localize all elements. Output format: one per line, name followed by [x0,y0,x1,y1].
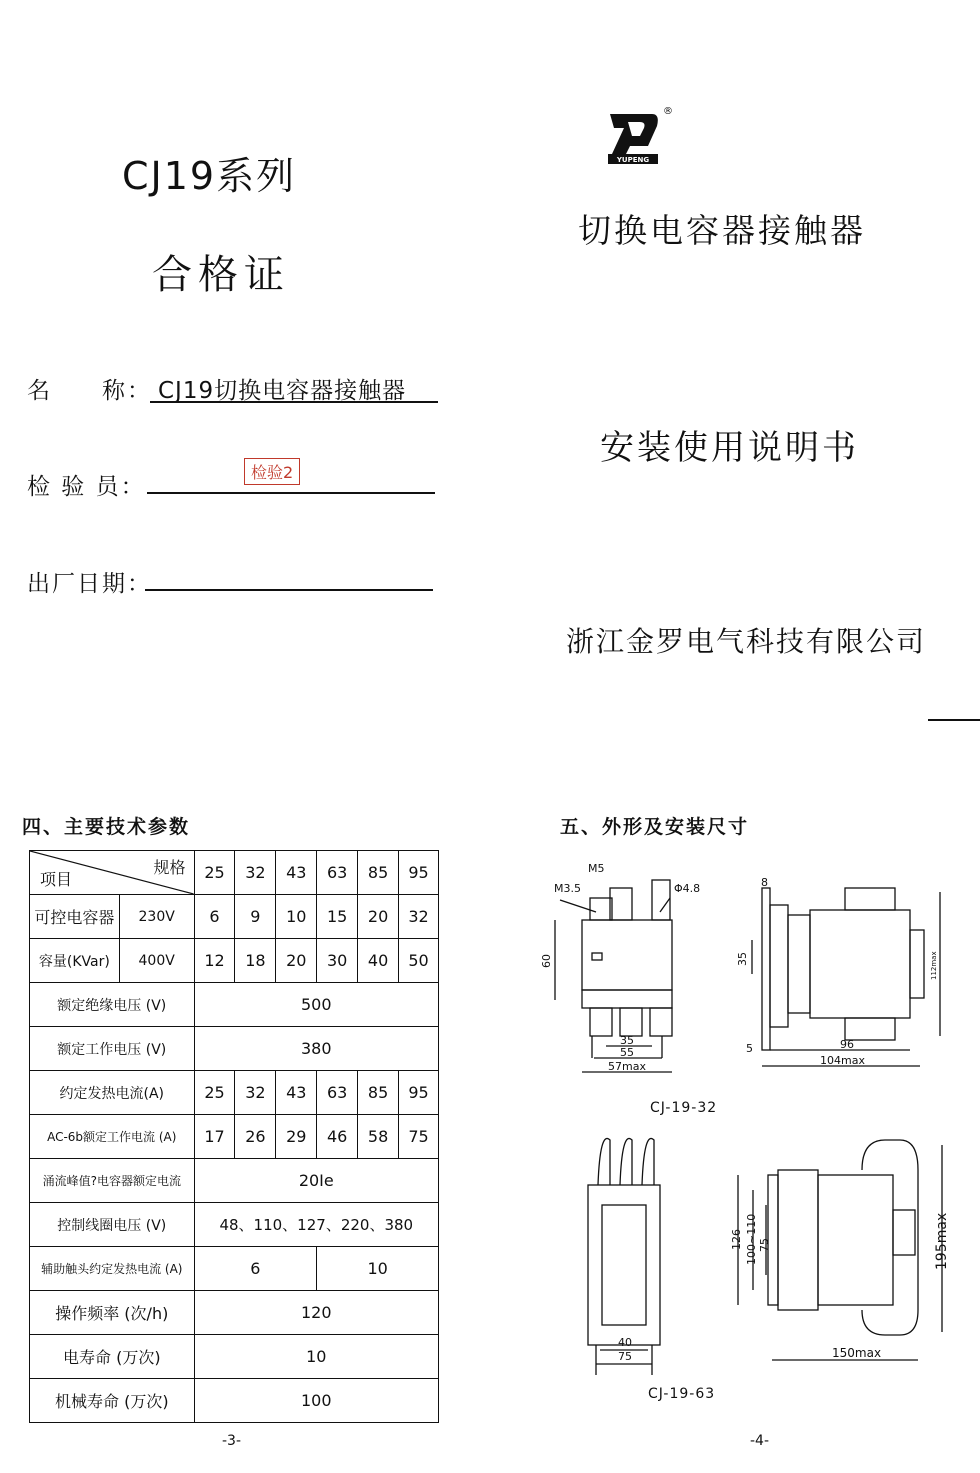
model-cell: 63 [317,851,358,895]
value-cell: 120 [194,1291,438,1335]
label-w104: 104max [820,1054,865,1067]
value-cell: 20 [276,939,317,983]
label-t8: 8 [761,876,768,889]
company-name: 浙江金罗电气科技有限公司 [566,625,927,658]
value-cell: 500 [194,983,438,1027]
value-cell: 25 [194,1071,235,1115]
model-cell: 43 [276,851,317,895]
registered-mark: ® [663,106,673,117]
value-cell: 20 [358,895,399,939]
value-cell: 32 [399,895,439,939]
label-h35: 35 [736,952,749,966]
row-label: 涌流峰值?电容器额定电流 [30,1159,195,1203]
model-cell: 32 [235,851,276,895]
label-m5: M5 [588,862,605,875]
label-h100: 100~110 [745,1213,758,1265]
value-cell: 6 [194,895,235,939]
value-cell: 20Ie [194,1159,438,1203]
value-cell: 46 [317,1115,358,1159]
row-label: 额定工作电压 (V) [30,1027,195,1071]
product-title: 切换电容器接触器 [578,211,866,250]
model-cell: 25 [194,851,235,895]
dimension-drawings [540,840,960,1420]
value-cell: 18 [235,939,276,983]
series-title: CJ19系列 [122,154,297,198]
label-h75: 75 [758,1238,771,1252]
row-label: AC-6b额定工作电流 (A) [30,1115,195,1159]
inspector-label: 检 验 员： [27,474,146,500]
label-w57: 57max [608,1060,646,1073]
label-m35: M3.5 [554,882,581,895]
label-w35: 35 [620,1034,634,1047]
specs-heading: 四、主要技术参数 [22,816,191,838]
label-w75: 75 [618,1350,632,1363]
inspector-underline [147,492,435,494]
value-cell: 9 [235,895,276,939]
page-number-right: -4- [750,1433,770,1449]
label-w150: 150max [832,1346,882,1360]
header-item-label: 项目 [40,870,73,889]
row-label: 电寿命 (万次) [30,1335,195,1379]
value-cell: 380 [194,1027,438,1071]
value-cell: 32 [235,1071,276,1115]
value-cell: 17 [194,1115,235,1159]
value-cell: 58 [358,1115,399,1159]
row-sublabel: 400V [119,939,194,983]
label-phi48: Φ4.8 [674,882,701,895]
dimensions-heading: 五、外形及安装尺寸 [560,816,750,838]
label-w40: 40 [618,1336,632,1349]
value-cell: 40 [358,939,399,983]
model-b-caption: CJ-19-63 [648,1386,716,1402]
value-cell: 85 [358,1071,399,1115]
value-cell: 29 [276,1115,317,1159]
name-label: 名 称： [27,378,152,404]
row-label: 约定发热电流(A) [30,1071,195,1115]
value-cell: 6 [194,1247,317,1291]
inspector-stamp: 检验2 [244,458,300,485]
value-cell: 43 [276,1071,317,1115]
value-cell: 63 [317,1071,358,1115]
value-cell: 95 [399,1071,439,1115]
value-cell: 50 [399,939,439,983]
row-label: 机械寿命 (万次) [30,1379,195,1423]
model-cell: 85 [358,851,399,895]
model-a-caption: CJ-19-32 [650,1100,718,1116]
yupeng-logo [604,108,662,166]
page-number-left: -3- [222,1433,242,1449]
certificate-title: 合格证 [152,252,290,298]
row-label: 辅助触头约定发热电流 (A) [30,1247,195,1291]
label-h112: 112max [930,951,938,980]
label-h60: 60 [540,954,553,968]
label-h126: 126 [730,1229,743,1250]
value-cell: 30 [317,939,358,983]
value-cell: 10 [194,1335,438,1379]
model-cell: 95 [399,851,439,895]
value-cell: 100 [194,1379,438,1423]
value-cell: 26 [235,1115,276,1159]
value-cell: 15 [317,895,358,939]
value-cell: 75 [399,1115,439,1159]
row-label: 额定绝缘电压 (V) [30,983,195,1027]
row-label: 容量(KVar) [30,939,120,983]
header-diagonal-cell [30,851,195,895]
value-cell: 10 [276,895,317,939]
date-underline [145,589,433,591]
label-w96: 96 [840,1038,854,1051]
row-sublabel: 230V [119,895,194,939]
specs-table [29,850,439,1423]
row-label: 控制线圈电压 (V) [30,1203,195,1247]
name-underline [150,401,438,403]
value-cell: 10 [317,1247,439,1291]
row-label: 可控电容器 [30,895,120,939]
manual-title: 安装使用说明书 [600,428,859,468]
label-w55: 55 [620,1046,634,1059]
label-w5: 5 [746,1042,753,1055]
name-value: CJ19切换电容器接触器 [158,378,407,404]
header-spec-label: 规格 [153,858,186,877]
date-label: 出厂日期： [27,571,152,597]
value-cell: 48、110、127、220、380 [194,1203,438,1247]
label-h195: 195max [934,1212,950,1270]
logo-brand-text: YUPENG [616,156,650,164]
value-cell: 12 [194,939,235,983]
row-label: 操作频率 (次/h) [30,1291,195,1335]
page-rule [928,719,980,721]
